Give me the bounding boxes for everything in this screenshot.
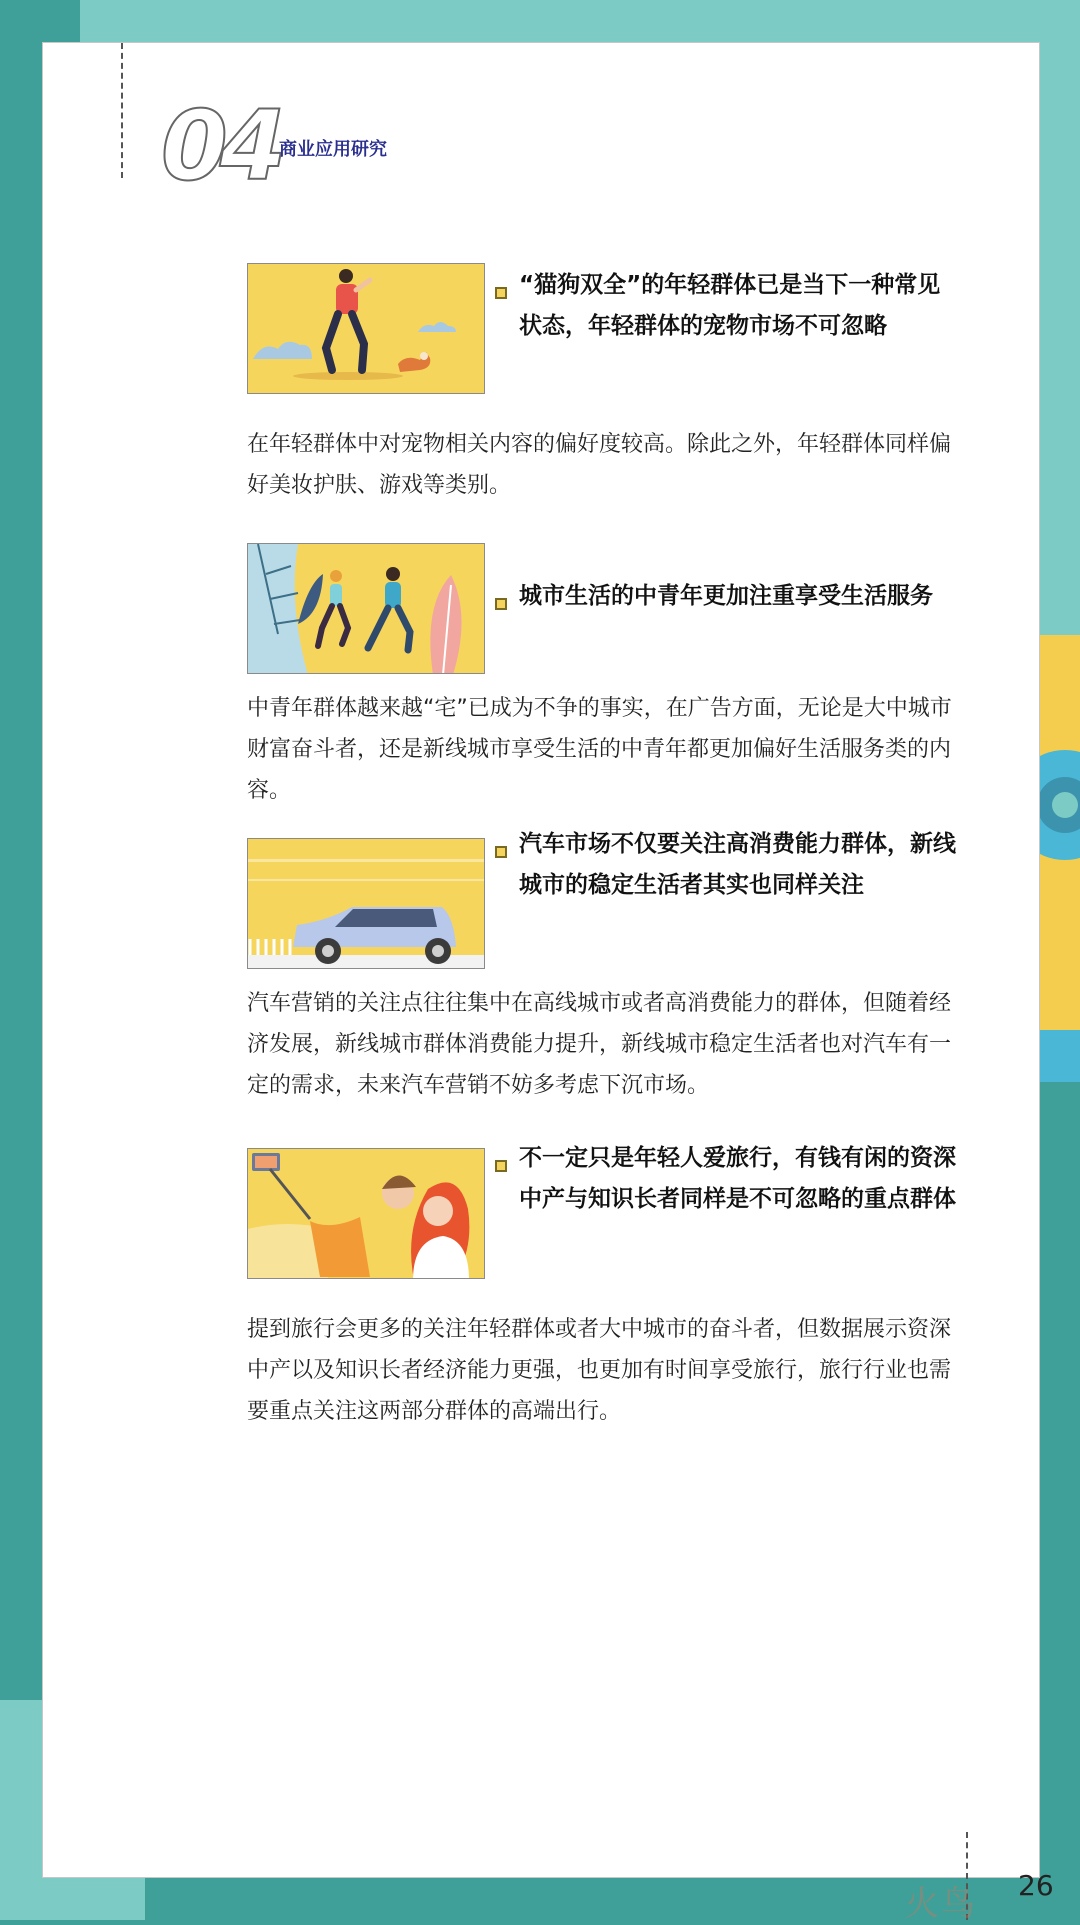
chapter-number: 04 [161,90,279,202]
section-heading: 不一定只是年轻人爱旅行，有钱有闲的资深中产与知识长者同样是不可忽略的重点群体 [519,1145,956,1212]
bullet-marker [495,846,507,858]
section-body: 中青年群体越来越“宅”已成为不争的事实，在广告方面，无论是大中城市财富奋斗者，还是新线城市享受生活的中青年都更加偏好生活服务类的内容。 [247,696,952,803]
section-heading: “猫狗双全”的年轻群体已是当下一种常见状态，年轻群体的宠物市场不可忽略 [519,272,941,339]
page-card [42,42,1054,1902]
section-heading: 汽车市场不仅要关注高消费能力群体，新线城市的稳定生活者其实也同样关注 [519,831,956,898]
person-walking-with-dog-illustration [247,263,485,394]
page-number: 26 [1018,1869,1054,1902]
bullet-marker [495,1160,507,1172]
decorative-circle-hole [1052,792,1078,818]
bullet-marker [495,598,507,610]
section-body: 在年轻群体中对宠物相关内容的偏好度较高。除此之外，年轻群体同样偏好美妆护肤、游戏等类别。 [247,432,952,498]
chapter-title: 商业应用研究 [279,139,387,160]
watermark-logo: 火鸟 [905,1884,977,1924]
suv-car-illustration [247,838,485,969]
dashed-guide-line [121,43,123,178]
section-body: 汽车营销的关注点往往集中在高线城市或者高消费能力的群体，但随着经济发展，新线城市群体消费能力提升，新线城市稳定生活者也对汽车有一定的需求，未来汽车营销不妨多考虑下沉市场。 [247,991,952,1098]
couple-taking-selfie-illustration [247,1148,485,1279]
section-body: 提到旅行会更多的关注年轻群体或者大中城市的奋斗者，但数据展示资深中产以及知识长者经济能力更强，也更加有时间享受旅行，旅行行业也需要重点关注这两部分群体的高端出行。 [247,1317,952,1424]
bullet-marker [495,287,507,299]
couple-jogging-illustration [247,543,485,674]
section-heading: 城市生活的中青年更加注重享受生活服务 [519,583,933,609]
